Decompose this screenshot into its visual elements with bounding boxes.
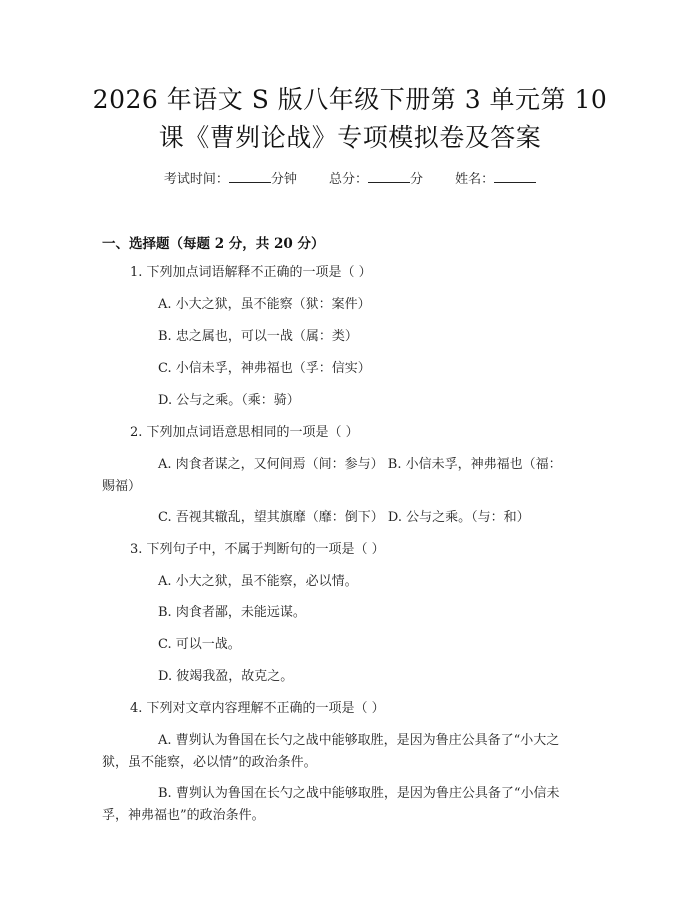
question-1-option-b: B. 忠之属也，可以一战（属：类） bbox=[158, 329, 358, 344]
question-1-stem: 1. 下列加点词语解释不正确的一项是（ ） bbox=[130, 265, 372, 280]
question-1-option-a: A. 小大之狱，虽不能察（狱：案件） bbox=[158, 297, 371, 312]
document-title-line-2: 课《曹刿论战》专项模拟卷及答案 bbox=[158, 123, 542, 152]
question-3-option-c: C. 可以一战。 bbox=[158, 637, 241, 652]
question-3-option-b: B. 肉食者鄙，未能远谋。 bbox=[158, 605, 306, 620]
question-2-options-cd: C. 吾视其辙乱，望其旗靡（靡：倒下） D. 公与之乘。（与：和） bbox=[158, 510, 530, 525]
question-4-stem: 4. 下列对文章内容理解不正确的一项是（ ） bbox=[130, 701, 385, 716]
question-4-option-b-continued: 孚，神弗福也”的政治条件。 bbox=[102, 808, 265, 823]
exam-time-unit: 分钟 bbox=[270, 172, 297, 187]
exam-time-blank bbox=[229, 171, 271, 183]
question-2-stem: 2. 下列加点词语意思相同的一项是（ ） bbox=[130, 425, 359, 440]
question-2-options-ab-continued: 赐福） bbox=[102, 479, 142, 494]
question-3-stem: 3. 下列句子中，不属于判断句的一项是（ ） bbox=[130, 542, 385, 557]
total-score-field bbox=[329, 172, 423, 187]
question-1-option-c: C. 小信未孚，神弗福也（孚：信实） bbox=[158, 361, 371, 376]
exam-time-field bbox=[164, 172, 297, 187]
question-4-option-b: B. 曹刿认为鲁国在长勺之战中能够取胜，是因为鲁庄公具备了“小信未 bbox=[158, 786, 560, 801]
question-1-option-d: D. 公与之乘。（乘：骑） bbox=[158, 393, 300, 408]
document-title-line-1: 2026 年语文 S 版八年级下册第 3 单元第 10 bbox=[92, 85, 608, 114]
student-name-label: 姓名： bbox=[455, 172, 495, 187]
question-4-option-a-continued: 狱，虽不能察，必以情”的政治条件。 bbox=[102, 755, 317, 770]
exam-time-label: 考试时间： bbox=[163, 172, 229, 187]
student-name-field bbox=[455, 172, 536, 187]
exam-info-row bbox=[0, 168, 700, 187]
total-score-label: 总分： bbox=[328, 172, 368, 187]
question-3-option-a: A. 小大之狱，虽不能察，必以情。 bbox=[158, 574, 358, 589]
student-name-blank bbox=[494, 171, 536, 183]
total-score-blank bbox=[368, 171, 410, 183]
total-score-unit: 分 bbox=[410, 172, 424, 187]
question-3-option-d: D. 彼竭我盈，故克之。 bbox=[158, 669, 294, 684]
section-title: 一、选择题（每题 2 分，共 20 分） bbox=[102, 236, 325, 252]
question-2-options-ab: A. 肉食者谋之，又何间焉（间：参与） B. 小信未孚，神弗福也（福： bbox=[158, 457, 562, 472]
question-4-option-a: A. 曹刿认为鲁国在长勺之战中能够取胜，是因为鲁庄公具备了“小大之 bbox=[158, 733, 560, 748]
